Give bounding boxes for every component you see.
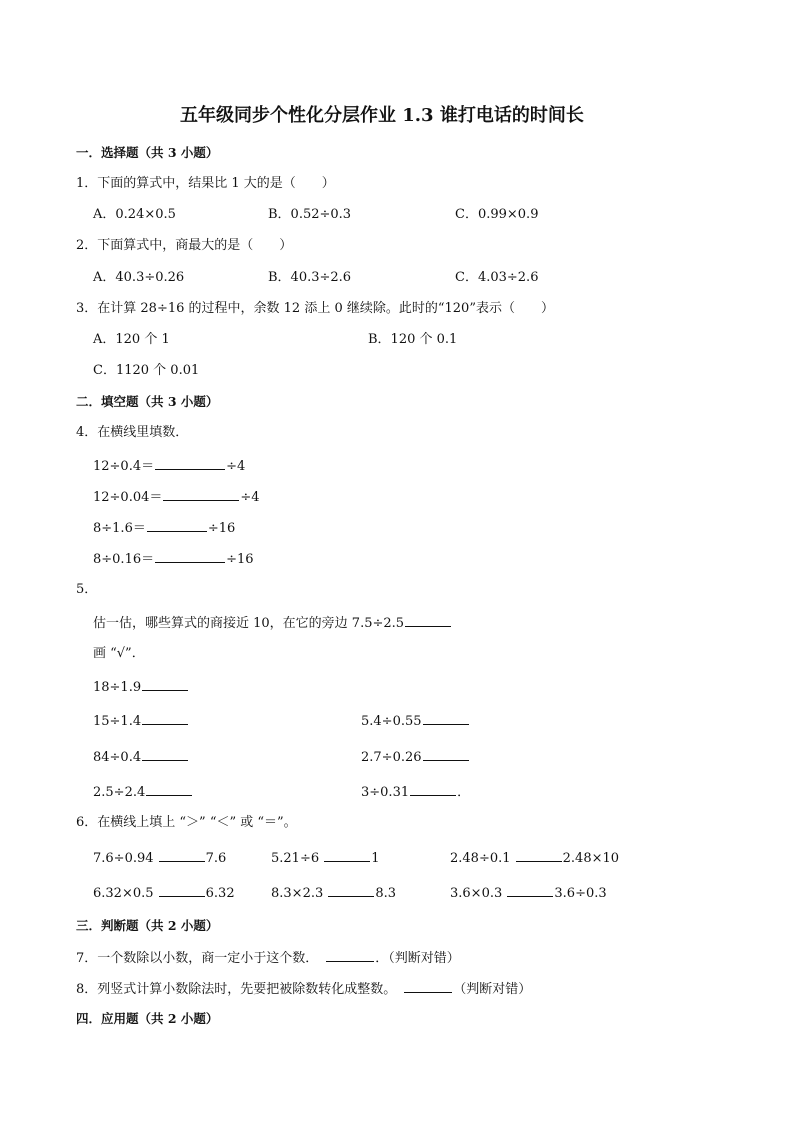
question-5-item (93, 678, 189, 696)
question-2-option-b: B．40.3÷2.6 (268, 270, 352, 285)
question-6-item (271, 884, 396, 902)
question-1-stem: 1．下面的算式中，结果比 1 大的是（ ） (76, 176, 335, 191)
expression: 2.5÷2.4 (93, 785, 146, 800)
answer-blank[interactable] (159, 884, 205, 897)
expression: 8.3 (375, 886, 397, 901)
answer-blank[interactable] (142, 678, 188, 691)
question-5-item (93, 748, 189, 766)
expression: 1 (371, 851, 380, 866)
question-4-right: ÷16 (226, 552, 254, 567)
answer-blank[interactable] (410, 783, 456, 796)
section-heading-judge: 三．判断题（共 2 小题） (76, 918, 219, 933)
question-8-stem: 8．列竖式计算小数除法时，先要把被除数转化成整数。 (76, 982, 397, 997)
question-3-option-c: C．1120 个 0.01 (93, 363, 200, 378)
question-4-left: 12÷0.04＝ (93, 490, 163, 505)
section-heading-application: 四．应用题（共 2 小题） (76, 1011, 219, 1026)
question-3-stem: 3．在计算 28÷16 的过程中，余数 12 添上 0 继续除。此时的“120”表示（ ） (76, 301, 554, 316)
expression: 2.7÷0.26 (361, 750, 422, 765)
question-2-option-a: A．40.3÷0.26 (93, 270, 185, 285)
answer-blank[interactable] (516, 849, 562, 862)
answer-blank[interactable] (328, 884, 374, 897)
question-4-stem: 4．在横线里填数． (76, 425, 189, 440)
question-5-number: 5． (76, 582, 98, 597)
question-6-stem: 6．在横线上填上 “＞” “＜” 或 “＝”。 (76, 815, 297, 830)
question-5-item (361, 748, 470, 766)
section-heading-choice: 一．选择题（共 3 小题） (76, 145, 219, 160)
period: ． (457, 785, 471, 800)
question-7-stem: 7．一个数除以小数，商一定小于这个数． (76, 951, 319, 966)
question-2-stem: 2．下面算式中，商最大的是（ ） (76, 238, 293, 253)
question-2-option-c: C．4.03÷2.6 (455, 270, 539, 285)
expression: 15÷1.4 (93, 714, 142, 729)
section-heading-fill: 二．填空题（共 3 小题） (76, 394, 219, 409)
question-4-row (93, 519, 235, 537)
question-5-item (361, 783, 470, 801)
answer-blank[interactable] (324, 849, 370, 862)
question-5-intro-2: 画 “√”． (93, 646, 145, 661)
question-5-item (93, 712, 189, 730)
question-4-left: 8÷1.6＝ (93, 521, 146, 536)
question-4-right: ÷4 (240, 490, 260, 505)
answer-blank[interactable] (155, 457, 225, 470)
question-5-item (361, 712, 470, 730)
question-6-item (271, 849, 380, 867)
answer-blank[interactable] (146, 783, 192, 796)
answer-blank[interactable] (142, 748, 188, 761)
question-3-option-a: A．120 个 1 (93, 332, 170, 347)
question-6-item (450, 849, 619, 867)
expression: 3.6÷0.3 (554, 886, 607, 901)
expression: 7.6÷0.94 (93, 851, 154, 866)
answer-blank[interactable] (404, 980, 452, 993)
expression: 5.21÷6 (271, 851, 320, 866)
question-4-row (93, 550, 254, 568)
question-5-intro (93, 614, 452, 632)
question-7-suffix: ．（判断对错） (375, 951, 460, 966)
page-title: 五年级同步个性化分层作业 1.3 谁打电话的时间长 (180, 105, 584, 126)
answer-blank[interactable] (423, 712, 469, 725)
question-6-item (93, 884, 235, 902)
answer-blank[interactable] (326, 949, 374, 962)
expression: 18÷1.9 (93, 680, 142, 695)
expression: 2.48÷0.1 (450, 851, 511, 866)
question-5-item (93, 783, 193, 801)
expression: 8.3×2.3 (271, 886, 324, 901)
question-4-left: 8÷0.16＝ (93, 552, 155, 567)
question-1-option-c: C．0.99×0.9 (455, 207, 539, 222)
question-3-option-b: B．120 个 0.1 (368, 332, 458, 347)
answer-blank[interactable] (142, 712, 188, 725)
expression: 3.6×0.3 (450, 886, 503, 901)
expression: 6.32×0.5 (93, 886, 154, 901)
expression: 5.4÷0.55 (361, 714, 422, 729)
question-7 (76, 949, 460, 967)
answer-blank[interactable] (507, 884, 553, 897)
question-4-row (93, 488, 260, 506)
answer-blank[interactable] (147, 519, 207, 532)
question-1-option-a: A．0.24×0.5 (93, 207, 176, 222)
expression: 6.32 (205, 886, 235, 901)
question-4-left: 12÷0.4＝ (93, 459, 155, 474)
question-5-intro-text: 估一估，哪些算式的商接近 10，在它的旁边 7.5÷2.5 (93, 616, 405, 631)
answer-blank[interactable] (155, 550, 225, 563)
question-4-right: ÷4 (226, 459, 246, 474)
answer-blank[interactable] (423, 748, 469, 761)
question-6-item (450, 884, 607, 902)
question-4-right: ÷16 (207, 521, 236, 536)
answer-blank[interactable] (159, 849, 205, 862)
question-1-option-b: B．0.52÷0.3 (268, 207, 352, 222)
expression: 3÷0.31 (361, 785, 410, 800)
question-6-item (93, 849, 226, 867)
question-8 (76, 980, 531, 998)
expression: 7.6 (205, 851, 227, 866)
answer-blank[interactable] (405, 614, 451, 627)
answer-blank[interactable] (163, 488, 239, 501)
expression: 2.48×10 (562, 851, 620, 866)
question-8-suffix: （判断对错） (453, 982, 532, 997)
question-4-row (93, 457, 245, 475)
expression: 84÷0.4 (93, 750, 142, 765)
